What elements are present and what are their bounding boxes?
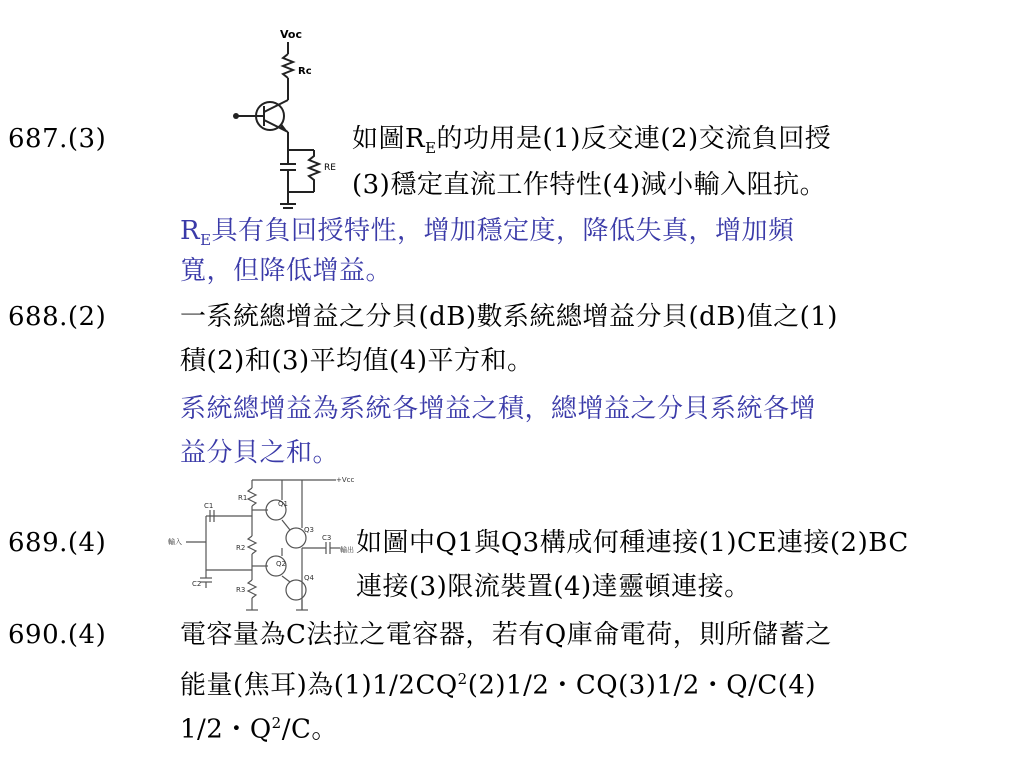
- question-text: 電容量為C法拉之電容器，若有Q庫侖電荷，則所儲蓄之: [180, 620, 832, 650]
- question-text: 連接(3)限流裝置(4)達靈頓連接。: [356, 572, 751, 602]
- question-text: 能量(焦耳)為$(1)1/2CQ^2(2)1/2$・CQ(3)1/2・Q/C(4): [180, 670, 817, 701]
- r2-label: R2: [236, 544, 246, 552]
- input-label: 輸入: [168, 538, 182, 546]
- question-number: 689.(4): [8, 528, 107, 558]
- re-label: RE: [324, 163, 336, 173]
- explanation-text: 系統總增益為系統各增益之積，總增益之分貝系統各增: [180, 394, 817, 424]
- question-number: 690.(4): [8, 620, 107, 650]
- rc-label: Rc: [298, 66, 312, 77]
- output-label: 輸出: [340, 546, 354, 554]
- r3-label: R3: [236, 586, 246, 594]
- explanation-text: 寬，但降低增益。: [180, 256, 393, 286]
- c1-label: C1: [204, 502, 214, 510]
- explanation-text: $R_E$具有負回授特性，增加穩定度，降低失真，增加頻: [180, 216, 795, 250]
- question-text: 如圖$R_E$的功用是(1)反交連(2)交流負回授: [352, 124, 832, 158]
- question-text: 一系統總增益之分貝(dB)數系統總增益分貝(dB)值之(1): [180, 302, 838, 332]
- transistor-circuit-diagram: [228, 24, 358, 220]
- c3-label: C3: [322, 534, 332, 542]
- darlington-circuit-diagram: [166, 470, 360, 616]
- question-text: 積(2)和(3)平均值(4)平方和。: [180, 346, 534, 376]
- question-text: 如圖中Q1與Q3構成何種連接(1)CE連接(2)BC: [356, 528, 909, 558]
- c2-label: C2: [192, 580, 202, 588]
- r1-label: R1: [238, 494, 248, 502]
- q1-label: Q1: [278, 500, 288, 508]
- question-number: 688.(2): [8, 302, 107, 332]
- question-text: 1/2・$Q^2/C$。: [180, 714, 338, 745]
- question-number: 687.(3): [8, 124, 107, 154]
- vcc-label: Voc: [280, 28, 302, 41]
- q3-label: Q3: [304, 526, 314, 534]
- q2-label: Q2: [276, 560, 286, 568]
- q4-label: Q4: [304, 574, 314, 582]
- question-text: (3)穩定直流工作特性(4)減小輸入阻抗。: [352, 170, 827, 200]
- explanation-text: 益分貝之和。: [180, 438, 340, 468]
- vcc-label: +Vcc: [336, 476, 355, 484]
